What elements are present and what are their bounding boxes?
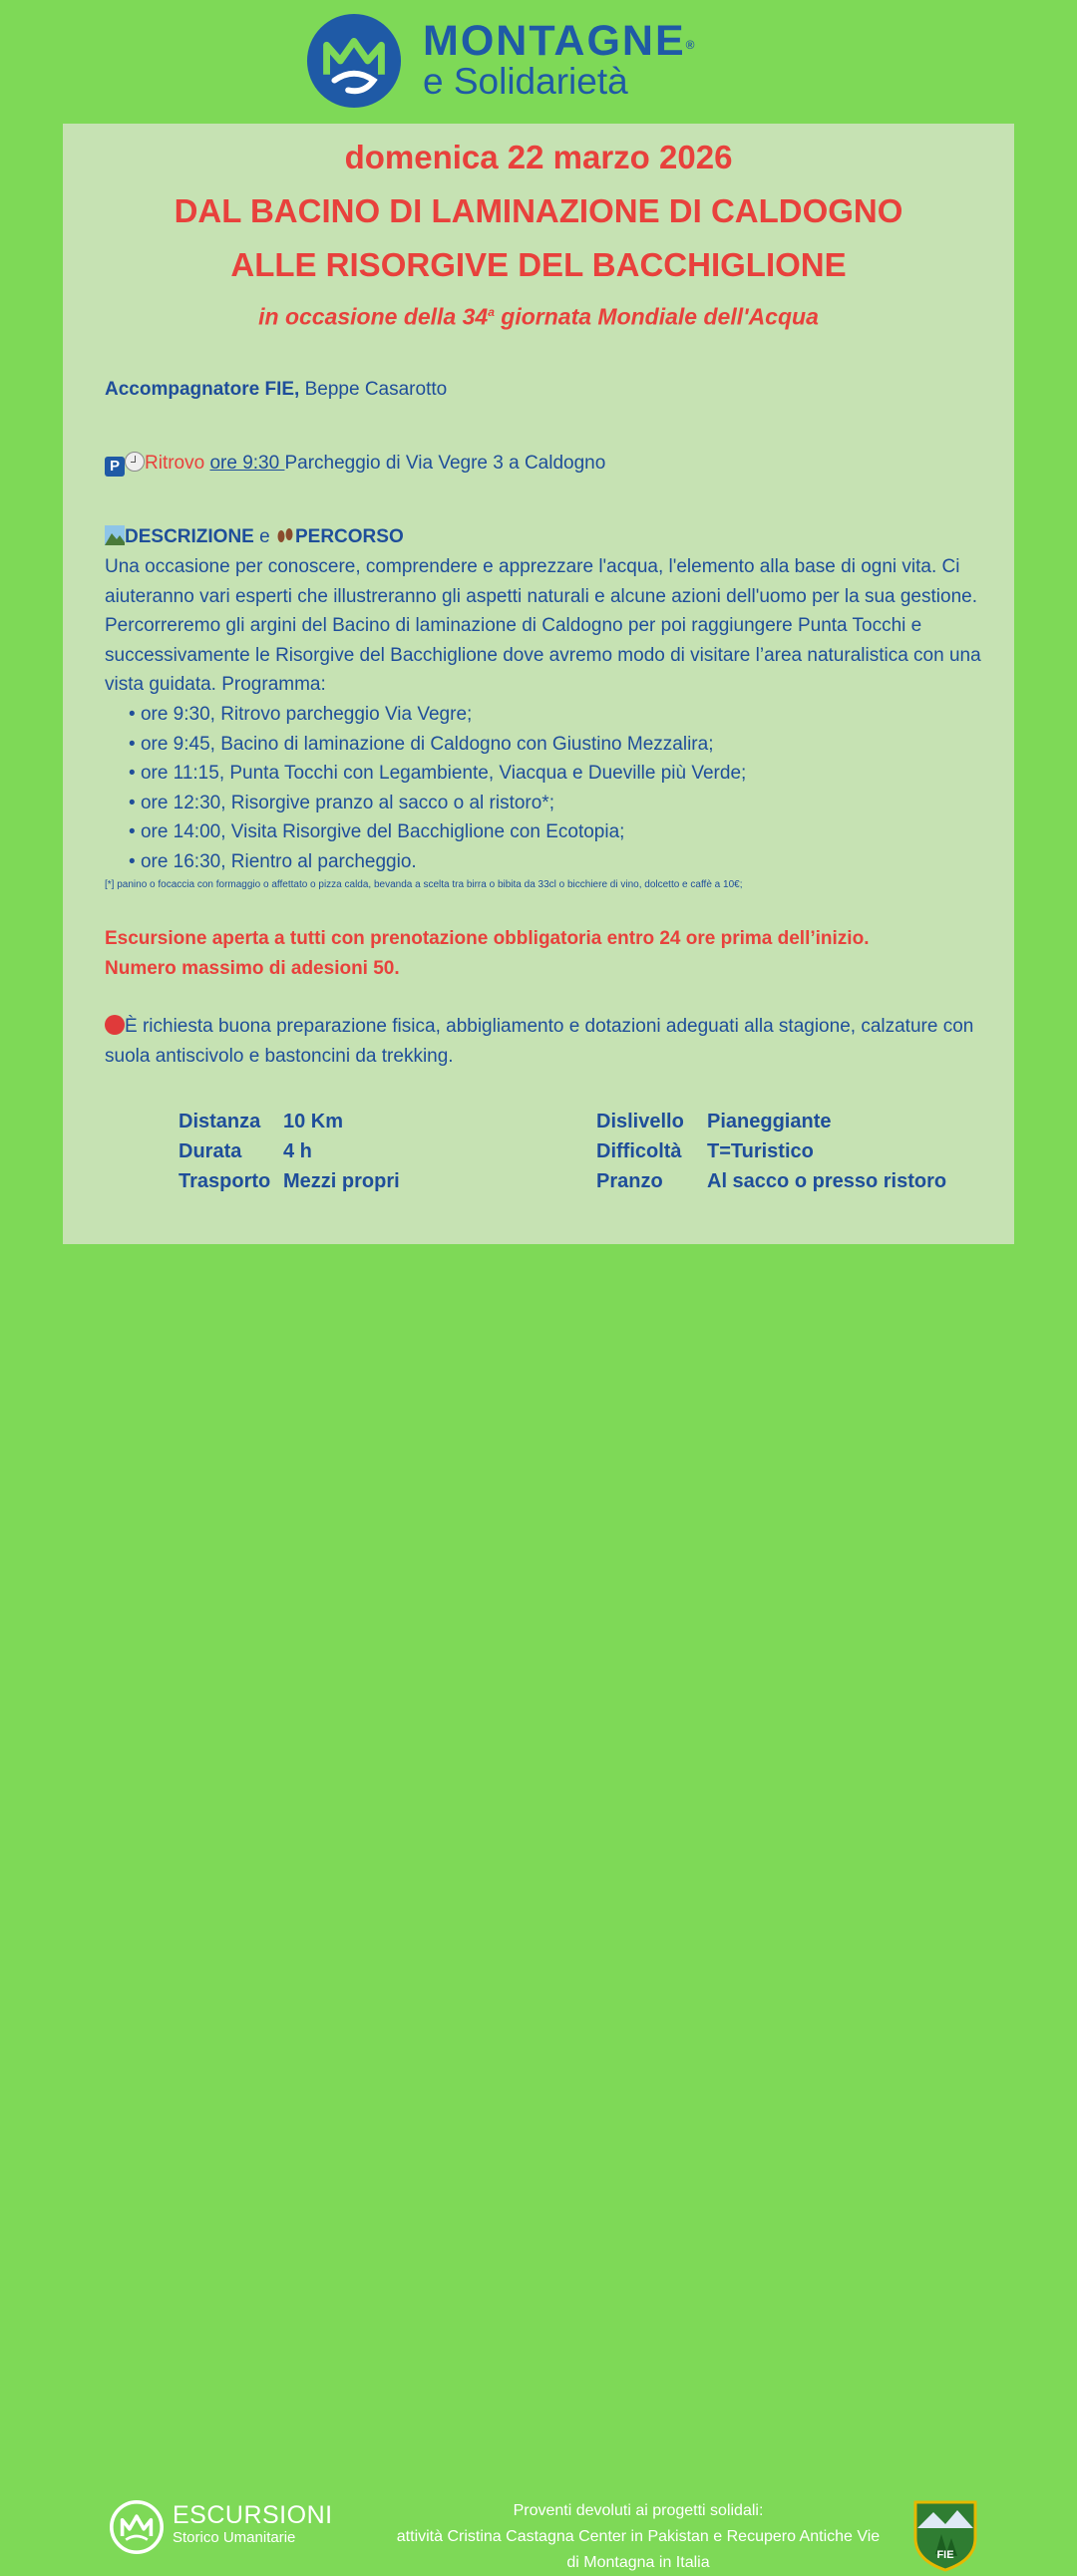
event-title-line2: ALLE RISORGIVE DEL BACCHIGLIONE (230, 246, 847, 283)
list-item: • ore 9:45, Bacino di laminazione di Caldogno con Giustino Mezzalira; (129, 733, 714, 755)
spec-duration-value: 4 h (283, 1140, 312, 1162)
parking-icon: P (105, 457, 125, 477)
footer (0, 1244, 1077, 2571)
spec-elevation-value: Pianeggiante (707, 1111, 832, 1132)
list-item: • ore 16:30, Rientro al parcheggio. (129, 850, 417, 872)
escursioni-logo-icon (110, 2500, 164, 2554)
guide-label: Accompagnatore FIE, (105, 379, 300, 400)
svg-text:FIE: FIE (936, 2549, 954, 2561)
booking-line1: Escursione aperta a tutti con prenotazione obbligatoria entro 24 ore prima dell’inizio. (105, 928, 870, 949)
event-subtitle: in occasione della 34$^a$ giornata Mondiale dell'Acqua (258, 303, 819, 330)
description-text: Una occasione per conoscere, comprendere e apprezzare l'acqua, l'elemento alla base di ogni vita. Ci aiuteranno vari esperti che illustreranno gli aspetti naturali e alcune azioni dell'uomo per la sua gestione. Percorreremo gli argini del Bacino di laminazione di Caldogno per poi raggiungere Punta Tocchi e successivamente le Risorgive del Bacchiglione dove avremo modo di visitare l’area naturalistica con una vista guidata. Programma: (105, 556, 981, 696)
list-item: • ore 11:15, Punta Tocchi con Legambiente, Viacqua e Dueville più Verde; (129, 763, 747, 785)
booking-notice (105, 924, 869, 983)
spec-difficulty-value: T=Turistico (707, 1140, 814, 1162)
fie-badge-icon (911, 2498, 979, 2572)
spec-transport-label: Trasporto (179, 1170, 271, 1192)
description-heading: DESCRIZIONE e PERCORSO (105, 522, 404, 552)
spec-elevation-label: Dislivello (596, 1111, 684, 1132)
landscape-icon (105, 525, 125, 545)
clock-icon (125, 452, 145, 472)
meeting-line (105, 449, 605, 479)
lunch-footnote: [*] panino o focaccia con formaggio o affettato o pizza calda, bevanda a scelta tra birra o bibita da 33cl o bicchiere di vino, dolcetto e caffè a 10€; (105, 879, 743, 890)
spec-transport-value: Mezzi propri (283, 1170, 400, 1192)
booking-line2: Numero massimo di adesioni 50. (105, 957, 400, 979)
event-date: domenica 22 marzo 2026 (344, 139, 733, 175)
spec-lunch-value: Al sacco o presso ristoro (707, 1170, 947, 1192)
guide-name: Beppe Casarotto (299, 379, 448, 400)
escursioni-title: ESCURSIONI (173, 2501, 333, 2529)
list-item: • ore 14:00, Visita Risorgive del Bacchiglione con Ecotopia; (129, 821, 625, 843)
brand-title: MONTAGNE® (423, 17, 695, 65)
registered-mark: ® (685, 38, 695, 52)
brand-subtitle: e Solidarietà (423, 61, 628, 102)
proceeds-text: Proventi devoluti ai progetti solidali: attività Cristina Castagna Center in Pakistan e Recupero Antiche Vie di Montagna in Italia (396, 2502, 881, 2571)
montagne-solidarieta-logo-icon (305, 12, 403, 110)
spec-duration-label: Durata (179, 1140, 242, 1162)
guide-line (105, 375, 447, 405)
spec-difficulty-label: Difficoltà (596, 1140, 682, 1162)
footprints-icon (275, 525, 295, 545)
spec-distance-value: 10 Km (283, 1111, 344, 1132)
requirements-notice: È richiesta buona preparazione fisica, abbigliamento e dotazioni adeguati alla stagione, calzature con suola antiscivolo e bastoncini da trekking. (105, 1016, 974, 1067)
header (0, 0, 1077, 124)
meeting-time: ore 9:30 (209, 453, 285, 474)
meeting-label: Ritrovo (145, 453, 205, 474)
red-circle-icon (105, 1015, 125, 1035)
program-list (105, 700, 746, 877)
meeting-place: Parcheggio di Via Vegre 3 a Caldogno (284, 453, 606, 474)
list-item: • ore 12:30, Risorgive pranzo al sacco o al ristoro*; (129, 792, 554, 813)
spec-distance-label: Distanza (179, 1111, 261, 1132)
escursioni-subtitle: Storico Umanitarie (173, 2529, 296, 2546)
spec-lunch-label: Pranzo (596, 1170, 663, 1192)
event-title-line1: DAL BACINO DI LAMINAZIONE DI CALDOGNO (174, 192, 903, 229)
list-item: • ore 9:30, Ritrovo parcheggio Via Vegre; (129, 704, 473, 725)
